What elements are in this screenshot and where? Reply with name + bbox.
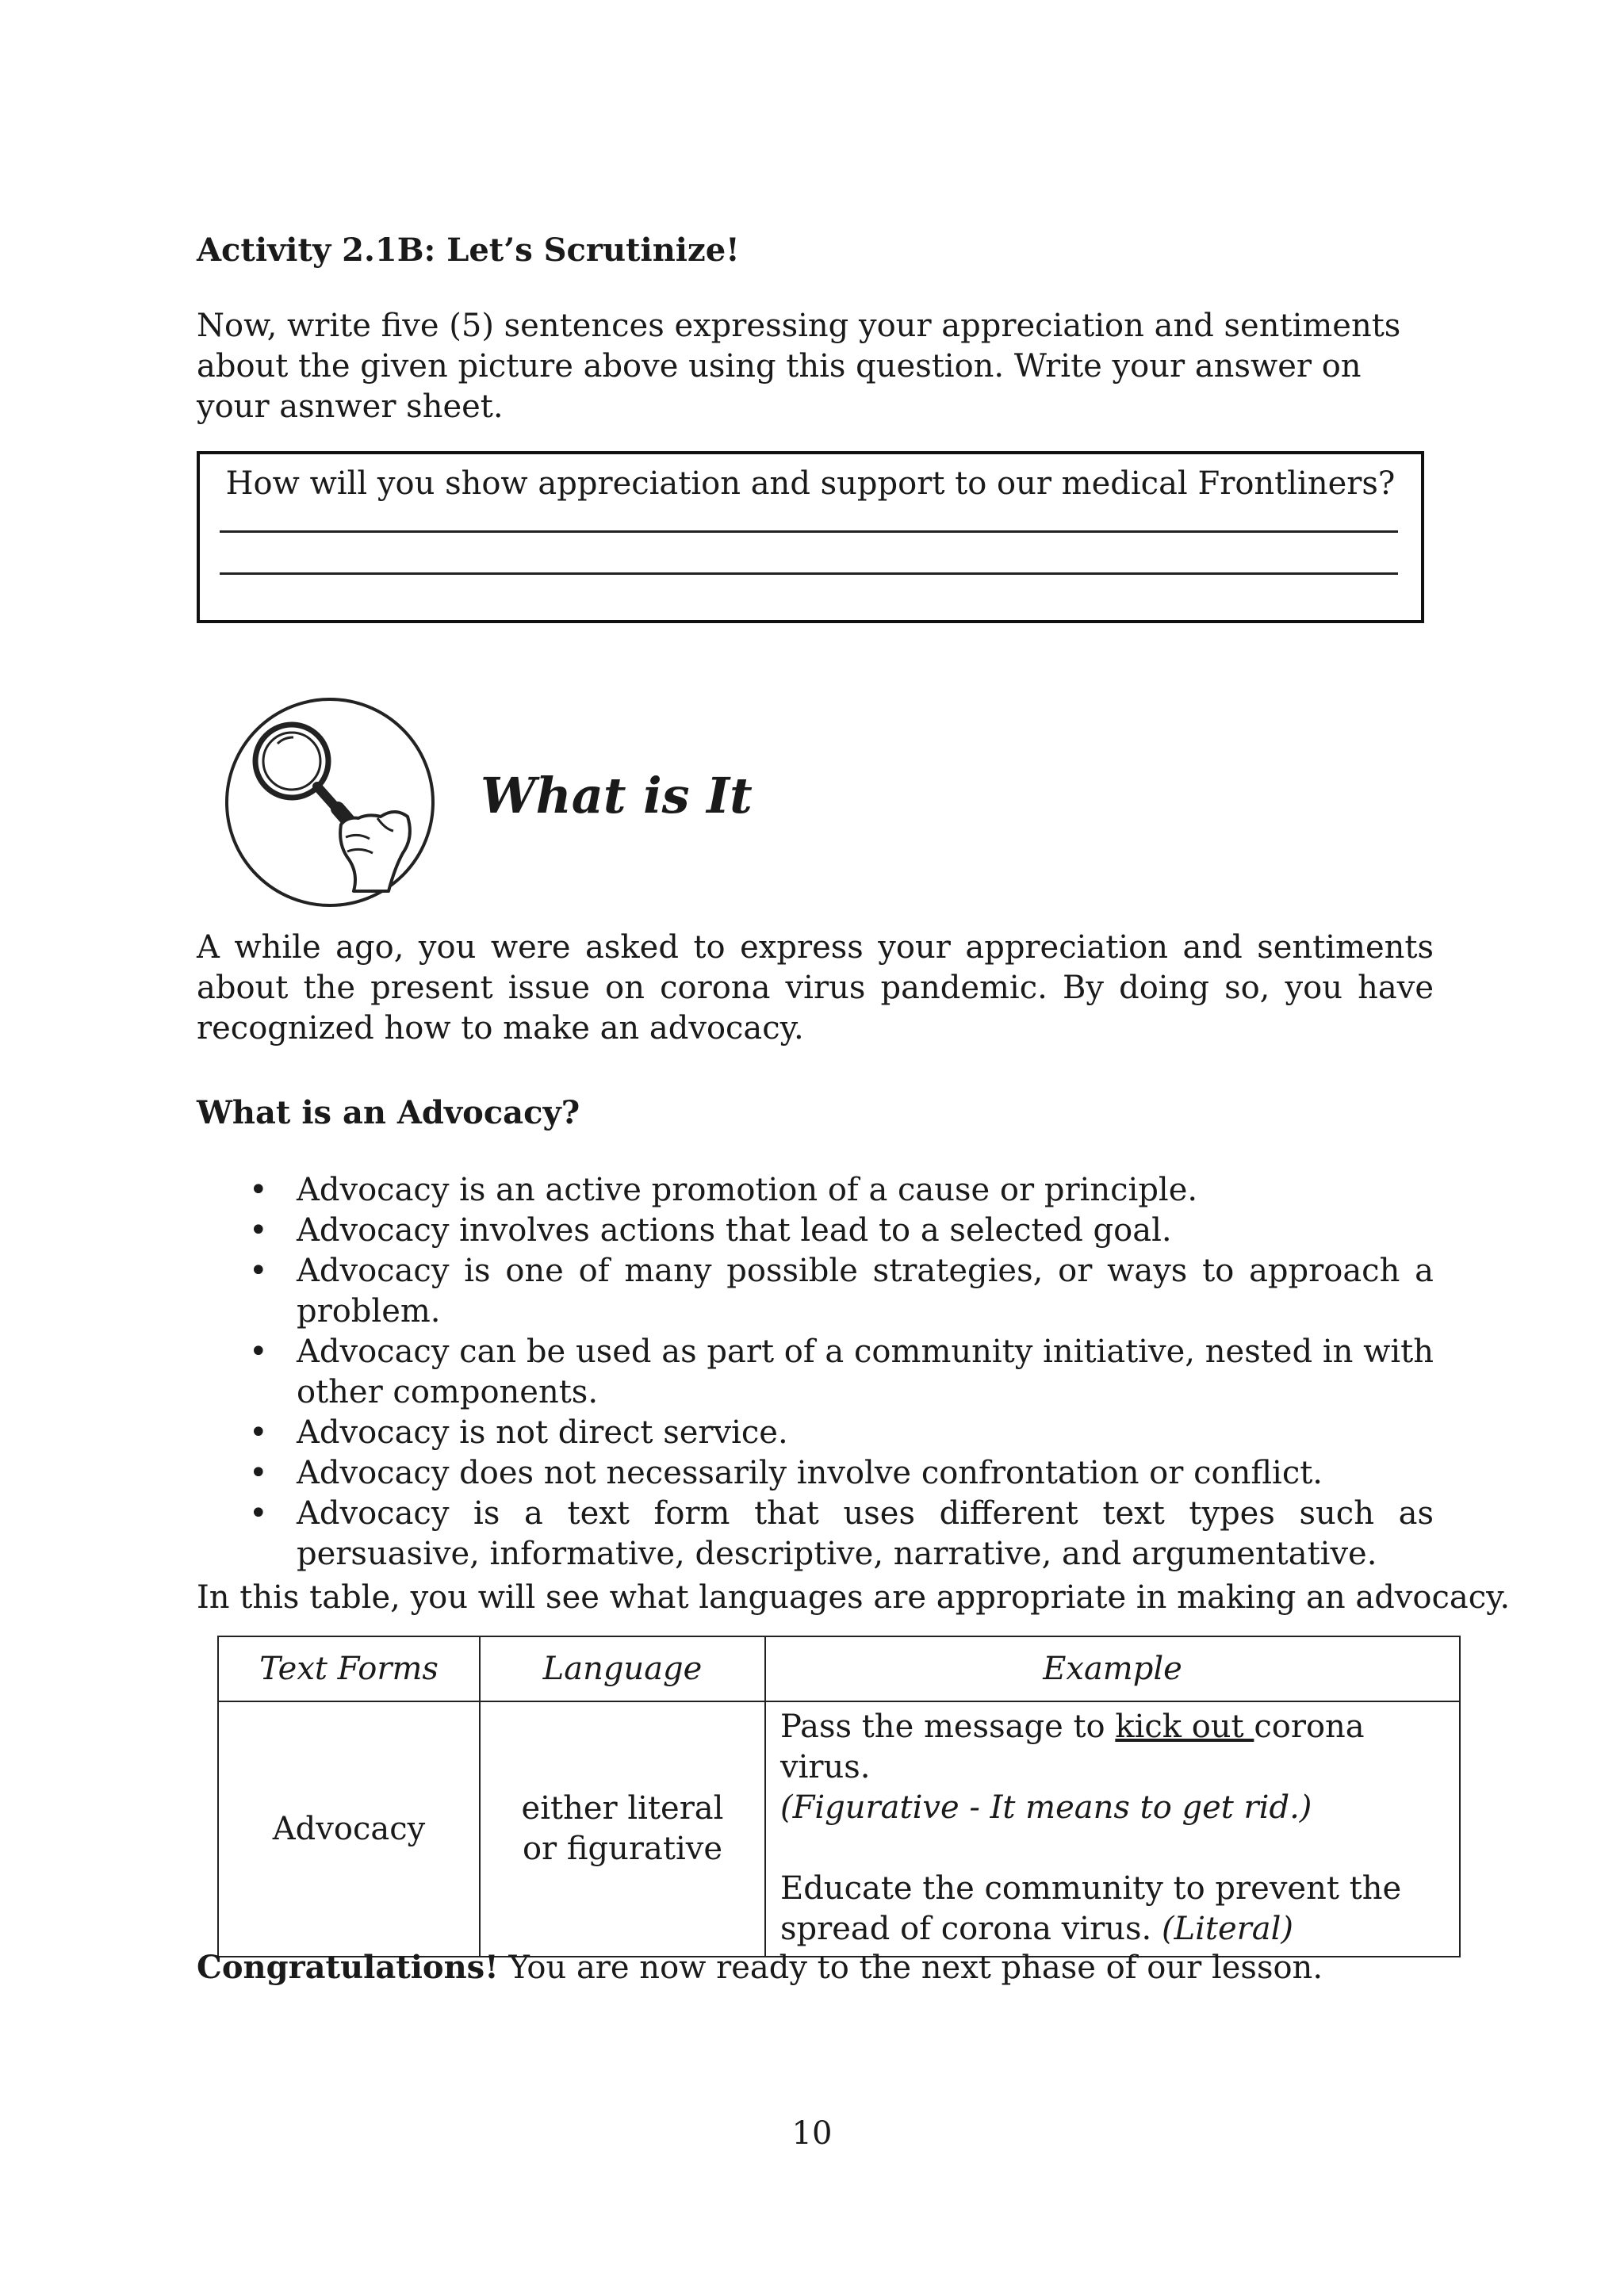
bullet: • bbox=[249, 1212, 268, 1249]
example-figurative bbox=[780, 1707, 1445, 1788]
activity-instructions: Now, write five (5) sentences expressing your appreciation and sentiments about the given picture above using this question. Write your answer on your asnwer sheet. bbox=[197, 308, 1401, 425]
list-item bbox=[197, 1332, 1434, 1413]
question-text: How will you show appreciation and support to our medical Frontliners? bbox=[225, 465, 1396, 502]
example-text: Pass the message to bbox=[780, 1709, 1116, 1745]
underlined-phrase: kick out bbox=[1115, 1709, 1254, 1745]
list-item-text: Advocacy is one of many possible strategies, or ways to approach a problem. bbox=[297, 1253, 1434, 1330]
list-item-text: Advocacy can be used as part of a community initiative, nested in with other components. bbox=[297, 1334, 1434, 1410]
list-item bbox=[197, 1453, 1434, 1494]
intro-paragraph: A while ago, you were asked to express your appreciation and sentiments about the present issue on corona virus pandemic. By doing so, you have recognized how to make an advocacy. bbox=[197, 929, 1434, 1047]
cell-text-form: Advocacy bbox=[218, 1701, 480, 1957]
header-text-forms: Text Forms bbox=[218, 1636, 480, 1701]
cell-language-text: either literal or figurative bbox=[521, 1790, 724, 1867]
answer-line bbox=[220, 530, 1398, 533]
list-item bbox=[197, 1494, 1434, 1575]
cell-example bbox=[765, 1701, 1460, 1957]
list-item bbox=[197, 1170, 1434, 1211]
example-literal-note: (Literal) bbox=[1161, 1911, 1294, 1947]
bullet: • bbox=[249, 1253, 268, 1289]
bullet: • bbox=[249, 1334, 268, 1370]
advocacy-heading: What is an Advocacy? bbox=[197, 1094, 580, 1131]
activity-title: Activity 2.1B: Let’s Scrutinize! bbox=[197, 232, 740, 269]
question-box bbox=[197, 451, 1424, 623]
list-item bbox=[197, 1211, 1434, 1251]
example-literal bbox=[780, 1869, 1445, 1950]
example-text: Educate the community to prevent the spread of corona virus. bbox=[780, 1870, 1402, 1947]
example-text: corona virus. bbox=[780, 1709, 1365, 1785]
header-example: Example bbox=[765, 1636, 1460, 1701]
list-item-text: Advocacy is an active promotion of a cause or principle. bbox=[297, 1172, 1198, 1208]
list-item-text: Advocacy is a text form that uses different text types such as persuasive, informative, descriptive, narrative, and argumentative. bbox=[297, 1495, 1434, 1572]
table-header-row bbox=[218, 1636, 1460, 1701]
list-item bbox=[197, 1251, 1434, 1332]
list-item-text: Advocacy does not necessarily involve confrontation or conflict. bbox=[297, 1455, 1323, 1491]
list-item-text: Advocacy is not direct service. bbox=[297, 1414, 788, 1451]
bullet: • bbox=[249, 1172, 268, 1208]
example-figurative-note: (Figurative - It means to get rid.) bbox=[780, 1789, 1312, 1826]
page-number: 10 bbox=[791, 2115, 833, 2152]
answer-line bbox=[220, 572, 1398, 575]
section-title: What is It bbox=[481, 767, 753, 825]
list-item-text: Advocacy involves actions that lead to a selected goal. bbox=[297, 1212, 1172, 1249]
language-table bbox=[217, 1636, 1461, 1957]
bullet: • bbox=[249, 1495, 268, 1532]
closing-line bbox=[197, 1947, 1323, 1988]
magnifying-glass-in-hand-icon bbox=[219, 698, 441, 907]
list-item bbox=[197, 1413, 1434, 1453]
header-language: Language bbox=[480, 1636, 765, 1701]
cell-language bbox=[480, 1701, 765, 1957]
table-row bbox=[218, 1701, 1460, 1957]
advocacy-list bbox=[197, 1170, 1434, 1575]
table-intro: In this table, you will see what languages are appropriate in making an advocacy. bbox=[197, 1579, 1511, 1616]
closing-bold: Congratulations! bbox=[197, 1949, 499, 1986]
bullet: • bbox=[249, 1414, 268, 1451]
bullet: • bbox=[249, 1455, 268, 1491]
closing-text: You are now ready to the next phase of our lesson. bbox=[498, 1950, 1323, 1986]
